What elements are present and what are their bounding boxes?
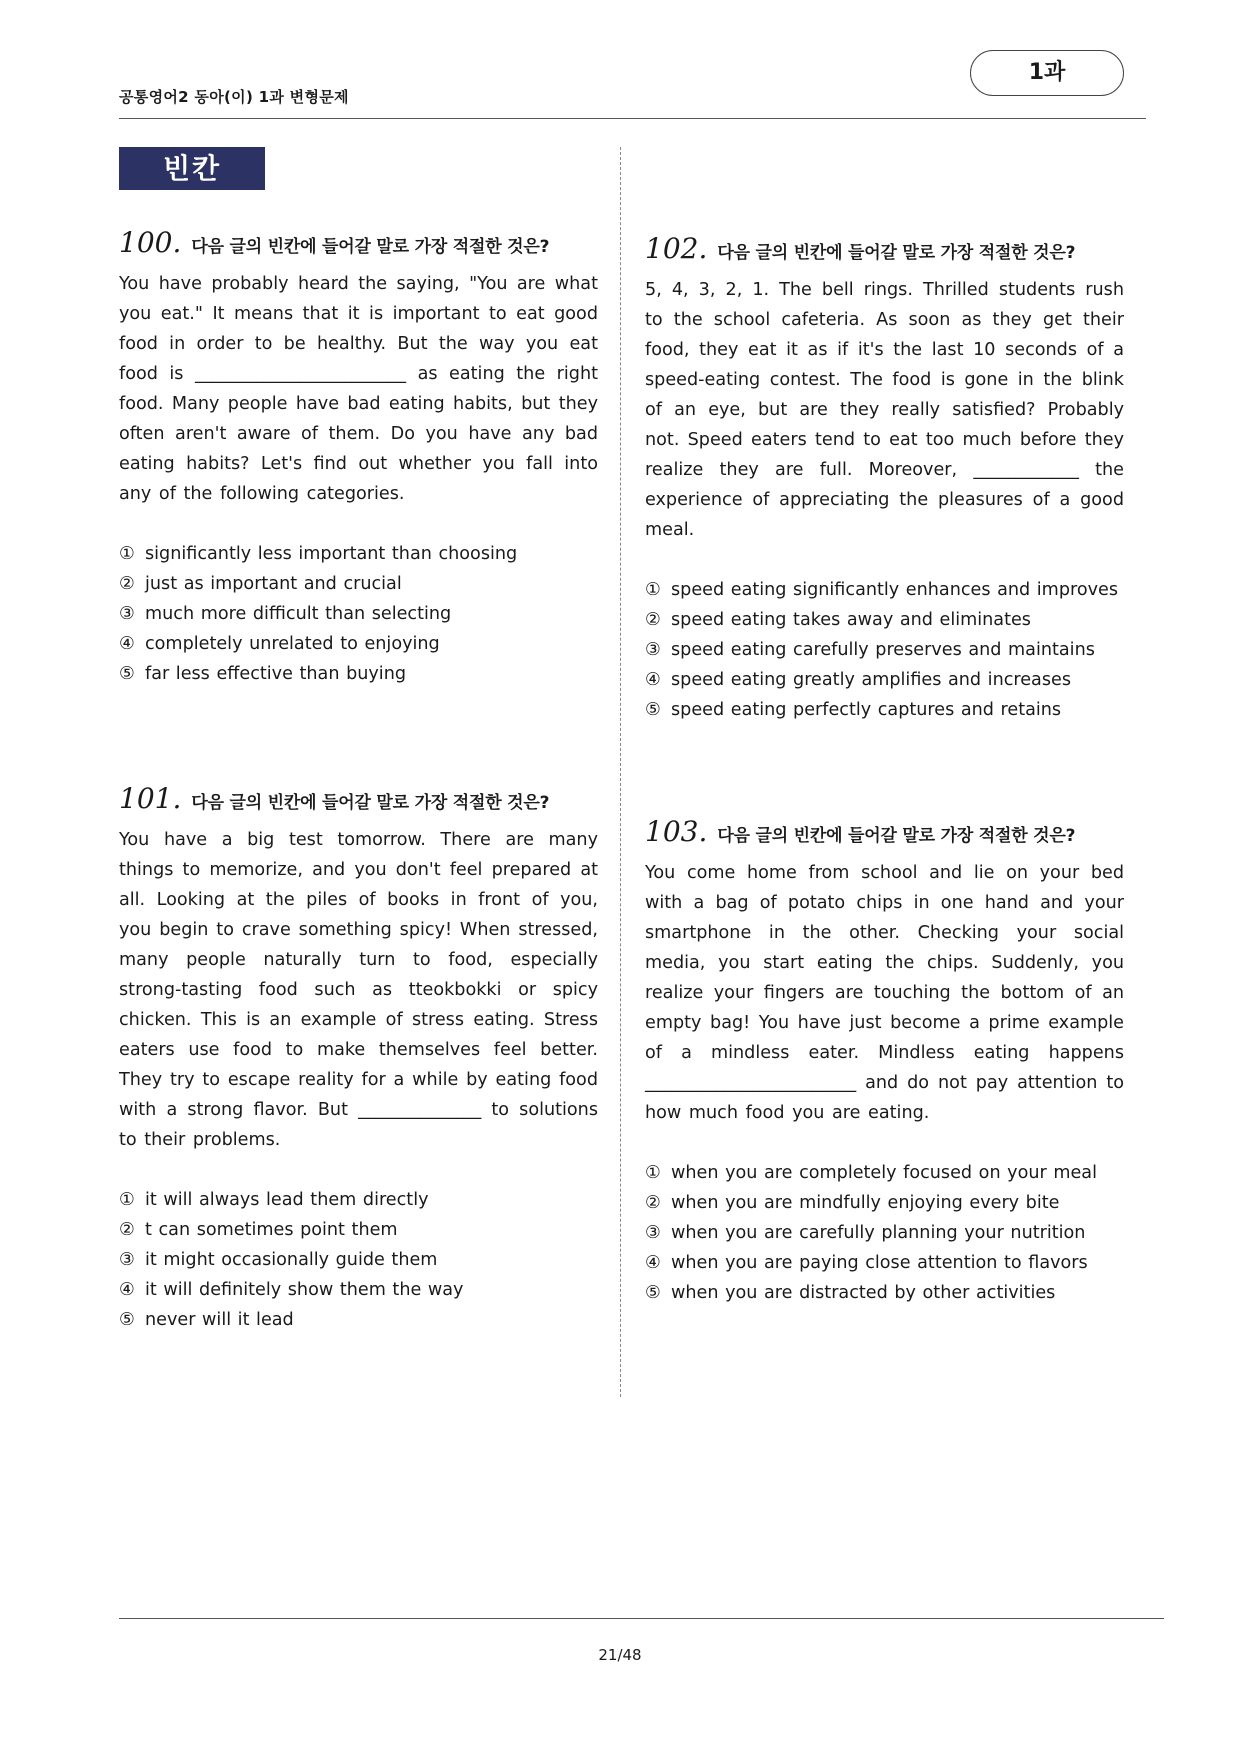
answer-option-1	[645, 575, 1124, 605]
option-text: speed eating significantly enhances and improves	[671, 580, 1118, 600]
question-number: 102.	[645, 232, 708, 265]
option-marker: ⑤	[119, 1310, 135, 1330]
answer-option-4	[645, 1248, 1124, 1278]
answer-option-1	[119, 1185, 598, 1215]
answer-option-2	[645, 1188, 1124, 1218]
option-marker: ⑤	[645, 700, 661, 720]
option-marker: ④	[119, 1280, 135, 1300]
option-text: when you are distracted by other activities	[671, 1283, 1056, 1303]
option-text: when you are mindfully enjoying every bite	[671, 1193, 1060, 1213]
answer-options	[119, 1185, 598, 1335]
lesson-badge: 1과	[970, 50, 1124, 96]
option-text: when you are completely focused on your meal	[671, 1163, 1097, 1183]
option-marker: ②	[119, 574, 135, 594]
question-number: 103.	[645, 815, 708, 848]
option-marker: ⑤	[119, 664, 135, 684]
answer-option-4	[119, 629, 598, 659]
answer-options	[645, 575, 1124, 725]
column-divider	[620, 147, 621, 1397]
answer-options	[645, 1158, 1124, 1308]
option-text: completely unrelated to enjoying	[145, 634, 440, 654]
header-divider	[119, 118, 1146, 119]
option-text: t can sometimes point them	[145, 1220, 398, 1240]
question-number: 101.	[119, 782, 182, 815]
option-marker: ④	[119, 634, 135, 654]
answer-option-5	[645, 695, 1124, 725]
option-text: just as important and crucial	[145, 574, 402, 594]
option-text: never will it lead	[145, 1310, 294, 1330]
question-header	[119, 782, 598, 822]
question-passage: You have probably heard the saying, "You are what you eat." It means that it is important to eat good food in order to be healthy. But the way you eat food is ________________________ as eating the right food. Many people have bad eating habits, but they often aren't aware of them. Do you have any bad eating habits? Let's find out whether you fall into any of the following categories.	[119, 274, 598, 504]
option-marker: ④	[645, 670, 661, 690]
question-prompt: 다음 글의 빈칸에 들어갈 말로 가장 적절한 것은?	[191, 793, 550, 813]
answer-option-1	[645, 1158, 1124, 1188]
option-text: speed eating carefully preserves and maintains	[671, 640, 1095, 660]
option-text: speed eating takes away and eliminates	[671, 610, 1031, 630]
answer-option-3	[119, 599, 598, 629]
question-passage: 5, 4, 3, 2, 1. The bell rings. Thrilled students rush to the school cafeteria. As soon as they get their food, they eat it as if it's the last 10 seconds of a speed-eating contest. The food is gone in the blink of an eye, but are they really satisfied? Probably not. Speed eaters tend to eat too much before they realize they are full. Moreover, ____________ the experience of appreciating the pleasures of a good meal.	[645, 280, 1124, 540]
option-text: much more difficult than selecting	[145, 604, 452, 624]
question-number: 100.	[119, 226, 182, 259]
option-text: it might occasionally guide them	[145, 1250, 438, 1270]
option-marker: ②	[119, 1220, 135, 1240]
question-102	[645, 232, 1124, 725]
answer-option-2	[119, 1215, 598, 1245]
option-text: significantly less important than choosing	[145, 544, 518, 564]
option-marker: ②	[645, 1193, 661, 1213]
option-marker: ④	[645, 1253, 661, 1273]
question-header	[119, 226, 598, 266]
document-header-title: 공통영어2 동아(이) 1과 변형문제	[119, 88, 349, 106]
question-100	[119, 226, 598, 689]
option-marker: ①	[119, 1190, 135, 1210]
option-marker: ③	[119, 1250, 135, 1270]
option-text: far less effective than buying	[145, 664, 407, 684]
answer-option-3	[119, 1245, 598, 1275]
answer-option-4	[645, 665, 1124, 695]
option-text: speed eating perfectly captures and retains	[671, 700, 1062, 720]
answer-option-2	[119, 569, 598, 599]
question-101	[119, 782, 598, 1335]
option-marker: ③	[119, 604, 135, 624]
option-marker: ⑤	[645, 1283, 661, 1303]
answer-option-4	[119, 1275, 598, 1305]
question-prompt: 다음 글의 빈칸에 들어갈 말로 가장 적절한 것은?	[717, 243, 1076, 263]
question-103	[645, 815, 1124, 1308]
answer-option-5	[119, 659, 598, 689]
section-label: 빈칸	[119, 147, 265, 190]
answer-option-3	[645, 1218, 1124, 1248]
question-passage: You have a big test tomorrow. There are many things to memorize, and you don't feel prepared at all. Looking at the piles of books in front of you, you begin to crave something spicy! When stressed, many people naturally turn to food, especially strong-tasting food such as tteokbokki or spicy chicken. This is an example of stress eating. Stress eaters use food to make themselves feel better. They try to escape reality for a while by eating food with a strong flavor. But ______________ to solutions to their problems.	[119, 830, 598, 1150]
answer-option-5	[645, 1278, 1124, 1308]
answer-option-3	[645, 635, 1124, 665]
answer-option-1	[119, 539, 598, 569]
question-passage: You come home from school and lie on your bed with a bag of potato chips in one hand and your smartphone in the other. Checking your social media, you start eating the chips. Suddenly, you realize your fingers are touching the bottom of an empty bag! You have just become a prime example of a mindless eater. Mindless eating happens ________________________ and do not pay attention to how much food you are eating.	[645, 863, 1124, 1123]
answer-options	[119, 539, 598, 689]
question-prompt: 다음 글의 빈칸에 들어갈 말로 가장 적절한 것은?	[191, 237, 550, 257]
option-text: it will definitely show them the way	[145, 1280, 464, 1300]
option-text: when you are carefully planning your nutrition	[671, 1223, 1086, 1243]
option-marker: ①	[645, 1163, 661, 1183]
page-number: 21/48	[598, 1646, 642, 1664]
option-text: speed eating greatly amplifies and increases	[671, 670, 1072, 690]
option-marker: ③	[645, 640, 661, 660]
answer-option-2	[645, 605, 1124, 635]
question-header	[645, 232, 1124, 272]
option-text: it will always lead them directly	[145, 1190, 429, 1210]
option-marker: ①	[119, 544, 135, 564]
option-text: when you are paying close attention to flavors	[671, 1253, 1088, 1273]
question-header	[645, 815, 1124, 855]
option-marker: ①	[645, 580, 661, 600]
option-marker: ②	[645, 610, 661, 630]
answer-option-5	[119, 1305, 598, 1335]
question-prompt: 다음 글의 빈칸에 들어갈 말로 가장 적절한 것은?	[717, 826, 1076, 846]
option-marker: ③	[645, 1223, 661, 1243]
footer-divider	[119, 1618, 1164, 1619]
